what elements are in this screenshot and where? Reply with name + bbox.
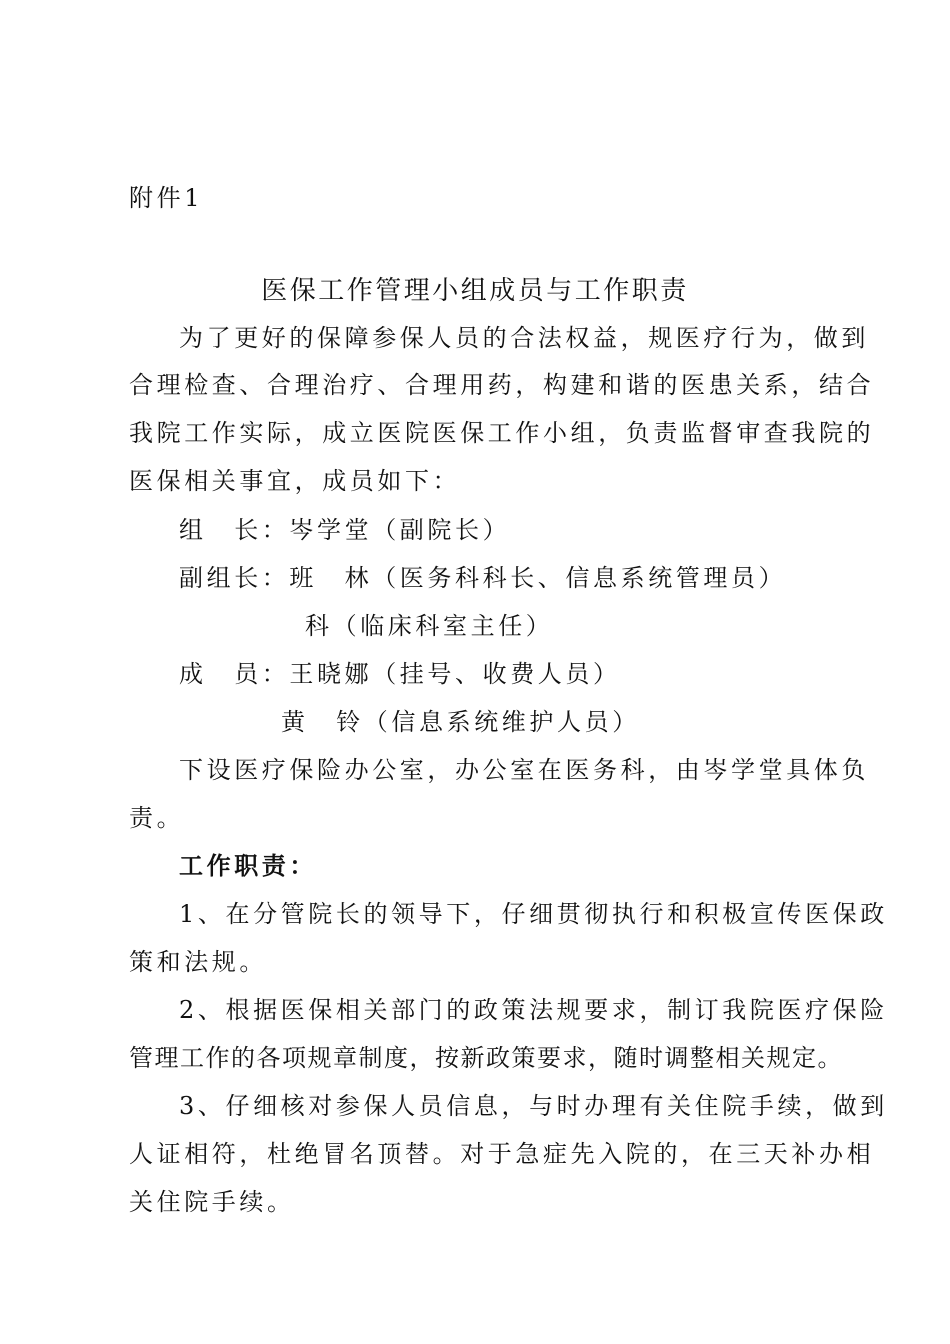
page-title: 医保工作管理小组成员与工作职责	[261, 276, 689, 306]
leader-label: 组 长：	[179, 516, 290, 544]
member-label: 成 员：	[179, 660, 290, 688]
duty-line: 策和法规。	[129, 948, 267, 976]
duty-line: 3、仔细核对参保人员信息，与时办理有关住院手续，做到	[179, 1092, 888, 1120]
leader-name: 岑学堂（副院长）	[289, 516, 511, 544]
deputy-name: 班 林（医务科科长、信息系统管理员）	[289, 564, 787, 592]
duty-line: 管理工作的各项规章制度，按新政策要求，随时调整相关规定。	[129, 1044, 843, 1072]
deputy-row	[179, 563, 786, 593]
deputy-label: 副组长：	[179, 564, 290, 592]
deputy-row-2: 科（临床科室主任）	[305, 612, 554, 640]
intro-line: 合理检查、合理治疗、合理用药，构建和谐的医患关系，结合	[129, 371, 875, 399]
office-line: 责。	[129, 804, 185, 832]
intro-line: 为了更好的保障参保人员的合法权益，规医疗行为，做到	[179, 324, 869, 352]
member-name: 王晓娜（挂号、收费人员）	[289, 660, 621, 688]
member-row-2: 黄 铃（信息系统维护人员）	[281, 708, 640, 736]
duty-line: 关住院手续。	[129, 1188, 295, 1216]
duty-line: 1、在分管院长的领导下，仔细贯彻执行和积极宣传医保政	[179, 900, 888, 928]
member-row	[179, 659, 621, 689]
intro-line: 我院工作实际，成立医院医保工作小组，负责监督审查我院的	[129, 419, 875, 447]
duty-line: 人证相符，杜绝冒名顶替。对于急症先入院的，在三天补办相	[129, 1140, 875, 1168]
leader-row	[179, 515, 510, 545]
office-line: 下设医疗保险办公室，办公室在医务科，由岑学堂具体负	[179, 756, 869, 784]
attachment-label: 附件1	[129, 184, 204, 212]
duty-line: 2、根据医保相关部门的政策法规要求，制订我院医疗保险	[179, 996, 888, 1024]
duties-heading: 工作职责：	[179, 851, 317, 880]
intro-line: 医保相关事宜，成员如下：	[129, 467, 461, 495]
